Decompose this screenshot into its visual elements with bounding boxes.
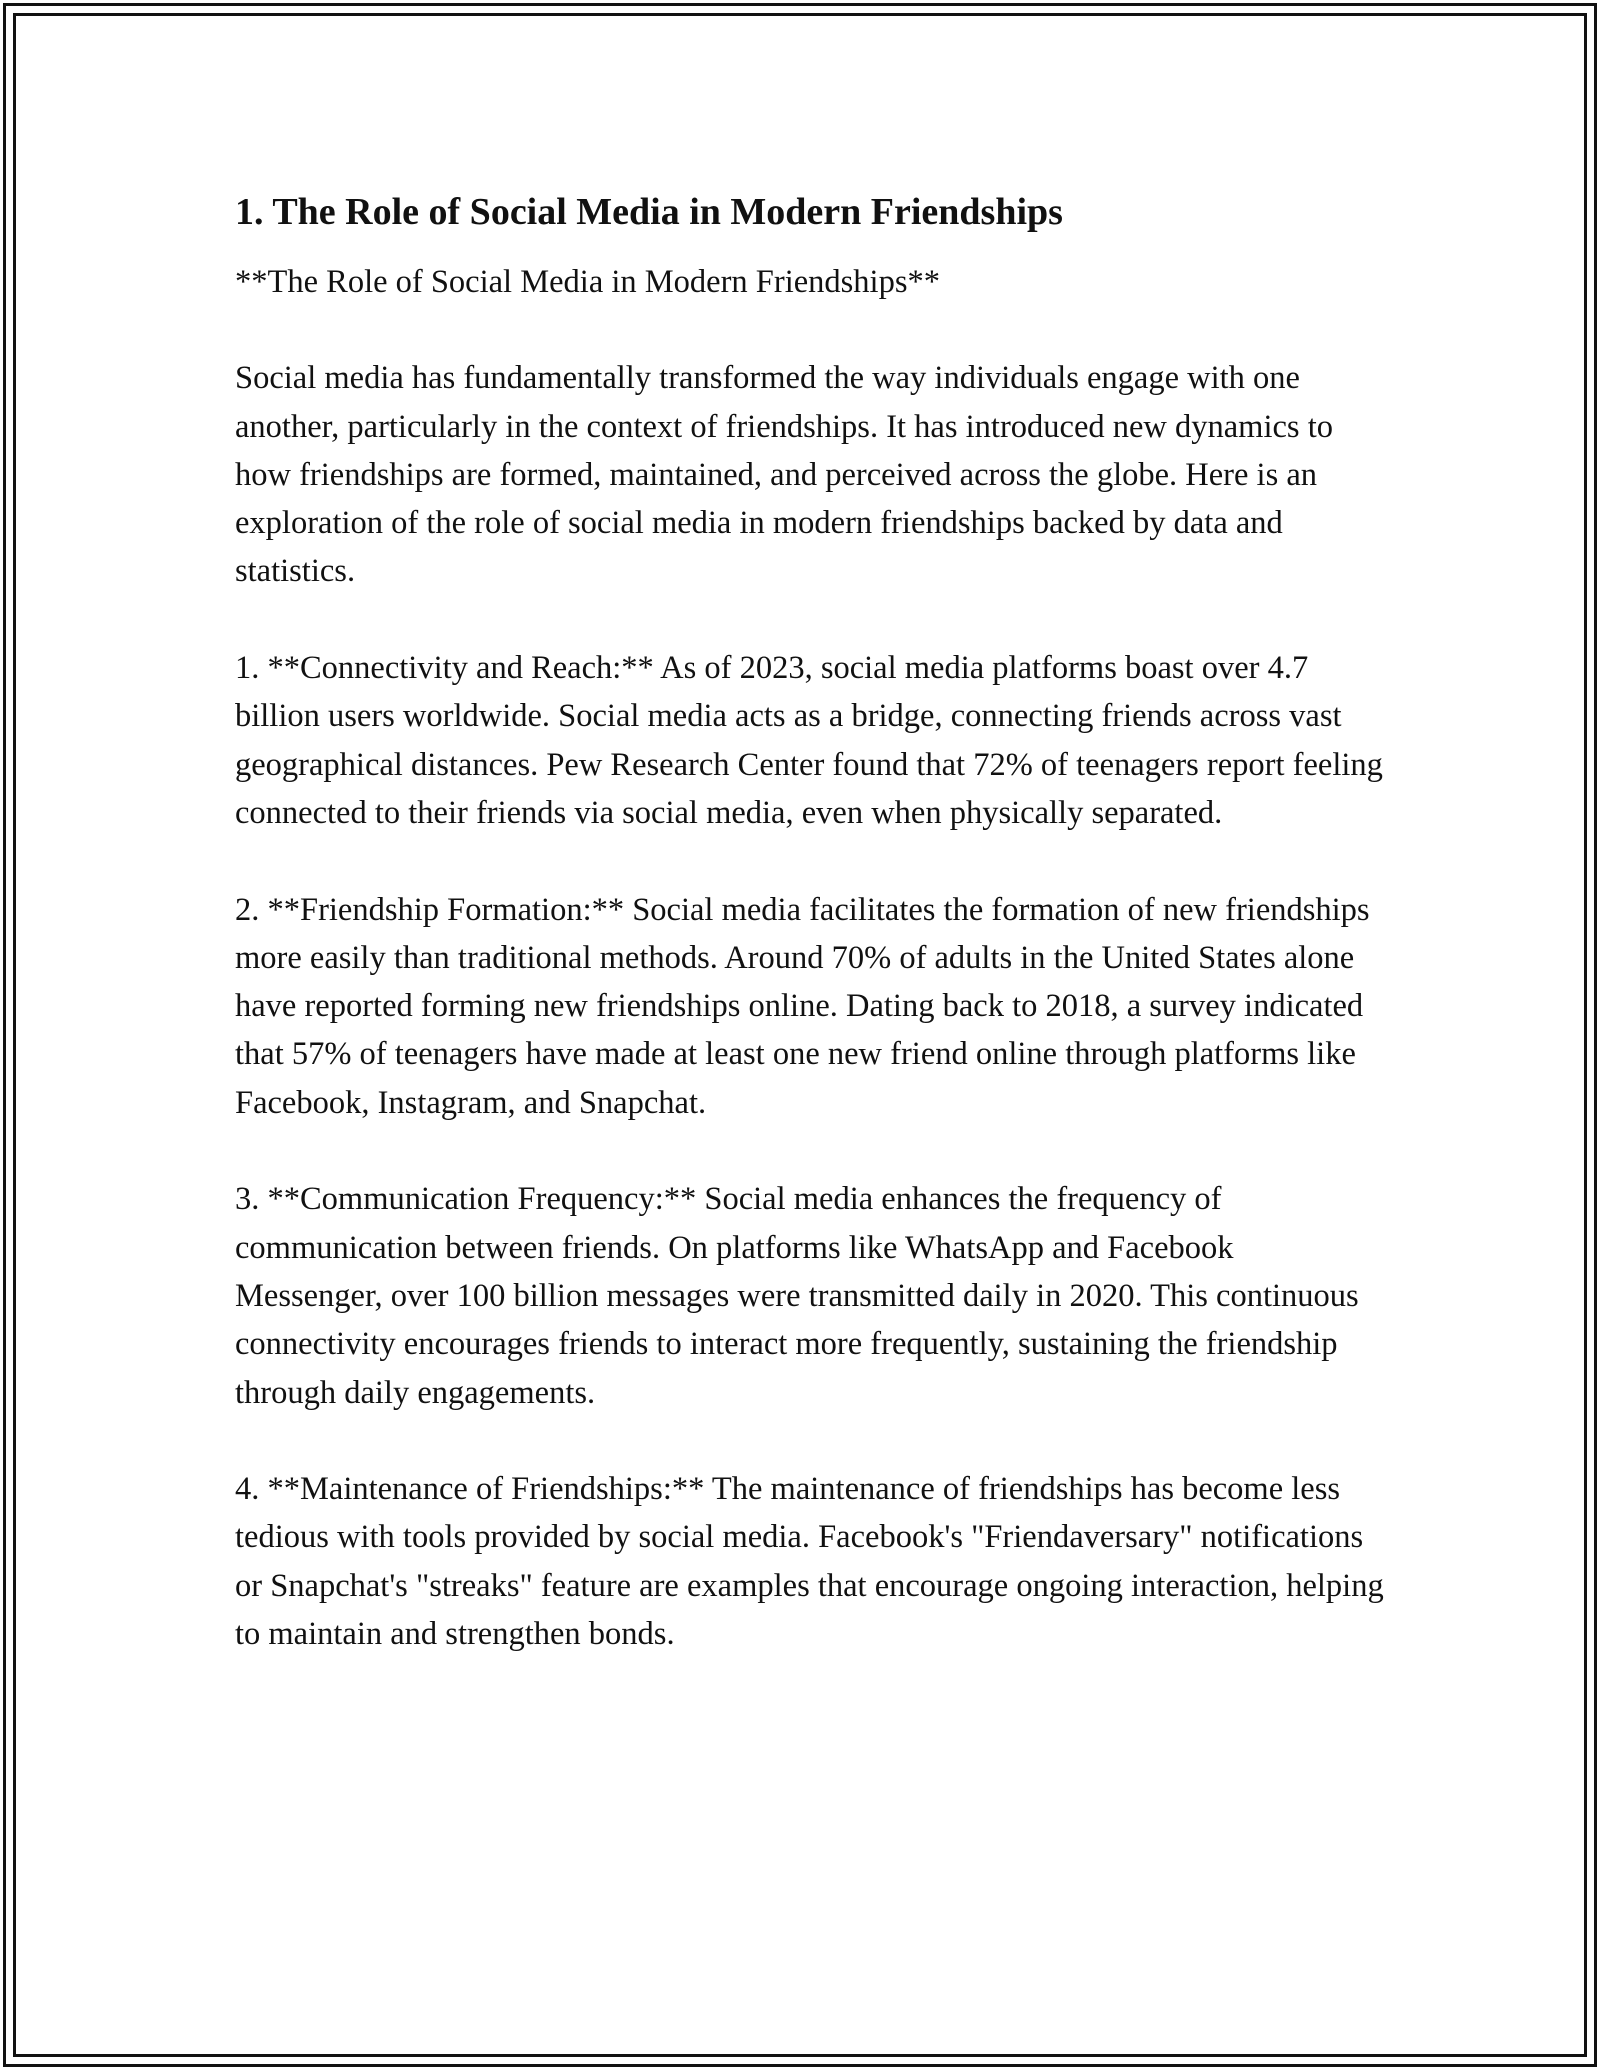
maintenance-paragraph: 4. **Maintenance of Friendships:** The maintenance of friendships has become less tedious with tools provided by social media. Facebook's "Friendaversary" notifications or Snapchat's "streaks" feature are examples that encourage ongoing interaction, helping to maintain and strengthen bonds. xyxy=(235,1471,1384,1653)
document-title: 1. The Role of Social Media in Modern Friendships xyxy=(235,191,1063,233)
subtitle-paragraph: **The Role of Social Media in Modern Friendships** xyxy=(235,264,940,300)
formation-paragraph: 2. **Friendship Formation:** Social media facilitates the formation of new friendships more easily than traditional methods. Around 70% of adults in the United States alone have reported forming new friendships online. Dating back to 2018, a survey indicated that 57% of teenagers have made at least one new friend online through platforms like Facebook, Instagram, and Snapchat. xyxy=(235,891,1370,1121)
connectivity-paragraph: 1. **Connectivity and Reach:** As of 2023, social media platforms boast over 4.7 billion users worldwide. Social media acts as a bridge, connecting friends across vast geographical distances. Pew Research Center found that 72% of teenagers report feeling connected to their friends via social media, even when physically separated. xyxy=(235,650,1383,831)
intro-paragraph: Social media has fundamentally transformed the way individuals engage with one another, particularly in the context of friendships. It has introduced new dynamics to how friendships are formed, maintained, and perceived across the globe. Here is an exploration of the role of social media in modern friendships backed by data and statistics. xyxy=(235,360,1333,590)
communication-paragraph: 3. **Communication Frequency:** Social media enhances the frequency of communication between friends. On platforms like WhatsApp and Facebook Messenger, over 100 billion messages were transmitted daily in 2020. This continuous connectivity encourages friends to interact more frequently, sustaining the friendship through daily engagements. xyxy=(235,1181,1359,1411)
document-body xyxy=(235,188,1385,1707)
